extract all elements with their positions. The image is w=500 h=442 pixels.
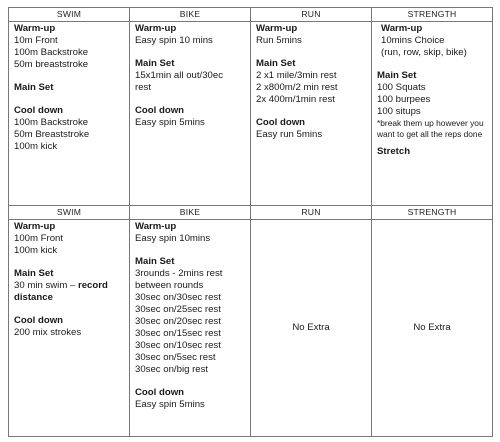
week1-run-cell <box>251 22 372 206</box>
swim-cooldown-label: Cool down <box>14 105 64 116</box>
header-run: RUN <box>251 206 372 220</box>
swim-cooldown-item: 100m Backstroke <box>14 117 89 128</box>
bike-cooldown-item: Easy spin 5mins <box>135 117 205 128</box>
bike-main-item: 30sec on/20sec rest <box>135 316 221 327</box>
run-main-item: 2 x800m/2 min rest <box>256 82 338 93</box>
week2-run-cell <box>251 220 372 437</box>
bike-main-item: 15x1min all out/30ec <box>135 70 223 81</box>
run-warmup-label: Warm-up <box>256 23 298 34</box>
header-run: RUN <box>251 8 372 22</box>
bike-main-item: 30sec on/25sec rest <box>135 304 221 315</box>
header-strength: STRENGTH <box>372 206 493 220</box>
bike-warmup-label: Warm-up <box>135 221 177 232</box>
workout-plan <box>8 7 492 437</box>
swim-main-label: Main Set <box>14 82 54 93</box>
header-swim: SWIM <box>9 206 130 220</box>
swim-cooldown-item: 100m kick <box>14 141 58 152</box>
week2-bike-cell <box>130 220 251 437</box>
bike-warmup-item: Easy spin 10mins <box>135 233 211 244</box>
body-row-week2 <box>9 220 493 437</box>
bike-main-label: Main Set <box>135 58 175 69</box>
bike-main-item: 30sec on/10sec rest <box>135 340 221 351</box>
bike-warmup-item: Easy spin 10 mins <box>135 35 213 46</box>
week1-swim-cell <box>9 22 130 206</box>
run-warmup-item: Run 5mins <box>256 35 302 46</box>
run-main-label: Main Set <box>256 58 296 69</box>
strength-main-label: Main Set <box>377 70 417 81</box>
run-cooldown-label: Cool down <box>256 117 306 128</box>
strength-warmup-label: Warm-up <box>381 23 423 34</box>
bike-main-label: Main Set <box>135 256 175 267</box>
run-main-item: 2 x1 mile/3min rest <box>256 70 337 81</box>
header-swim: SWIM <box>9 8 130 22</box>
strength-warmup-item: 10mins Choice <box>381 35 445 46</box>
swim-main-item <box>14 280 124 292</box>
header-bike: BIKE <box>130 8 251 22</box>
swim-main-bold2: distance <box>14 292 53 303</box>
bike-warmup-label: Warm-up <box>135 23 177 34</box>
bike-main-item: 30sec on/5sec rest <box>135 352 216 363</box>
swim-warmup-item: 100m Front <box>14 233 64 244</box>
run-no-extra: No Extra <box>292 321 330 333</box>
header-row-week1 <box>9 8 493 22</box>
workout-table <box>8 7 493 437</box>
bike-main-item: 30sec on/30sec rest <box>135 292 221 303</box>
run-cooldown-item: Easy run 5mins <box>256 129 323 140</box>
header-strength: STRENGTH <box>372 8 493 22</box>
swim-cooldown-label: Cool down <box>14 315 64 326</box>
swim-warmup-item: 50m breaststroke <box>14 59 89 70</box>
strength-main-item: 100 situps <box>377 106 421 117</box>
swim-main-label: Main Set <box>14 268 54 279</box>
header-row-week2 <box>9 206 493 220</box>
strength-main-item: 100 Squats <box>377 82 426 93</box>
bike-main-item: 30sec on/big rest <box>135 364 209 375</box>
strength-main-item: 100 burpees <box>377 94 431 105</box>
swim-main-text: 30 min swim – <box>14 280 78 291</box>
bike-cooldown-label: Cool down <box>135 105 185 116</box>
week2-strength-cell <box>372 220 493 437</box>
swim-warmup-item: 100m Backstroke <box>14 47 89 58</box>
swim-warmup-item: 100m kick <box>14 245 58 256</box>
run-main-item: 2x 400m/1min rest <box>256 94 335 105</box>
swim-main-bold: record <box>77 280 108 291</box>
bike-main-item: between rounds <box>135 280 204 291</box>
bike-cooldown-item: Easy spin 5mins <box>135 399 205 410</box>
swim-warmup-item: 10m Front <box>14 35 58 46</box>
bike-main-item: rest <box>135 82 151 93</box>
swim-warmup-label: Warm-up <box>14 221 56 232</box>
bike-main-item: 30sec on/15sec rest <box>135 328 221 339</box>
strength-no-extra: No Extra <box>413 321 451 333</box>
bike-main-item: 3rounds - 2mins rest <box>135 268 223 279</box>
strength-stretch-label: Stretch <box>377 146 411 157</box>
strength-warmup-item: (run, row, skip, bike) <box>381 47 467 58</box>
week1-bike-cell <box>130 22 251 206</box>
swim-cooldown-item: 50m Breaststroke <box>14 129 90 140</box>
week2-swim-cell <box>9 220 130 437</box>
header-bike: BIKE <box>130 206 251 220</box>
week1-strength-cell <box>372 22 493 206</box>
swim-cooldown-item: 200 mix strokes <box>14 327 82 338</box>
bike-cooldown-label: Cool down <box>135 387 185 398</box>
strength-note: *break them up however you want to get all the reps done <box>377 118 484 139</box>
swim-warmup-label: Warm-up <box>14 23 56 34</box>
body-row-week1 <box>9 22 493 206</box>
